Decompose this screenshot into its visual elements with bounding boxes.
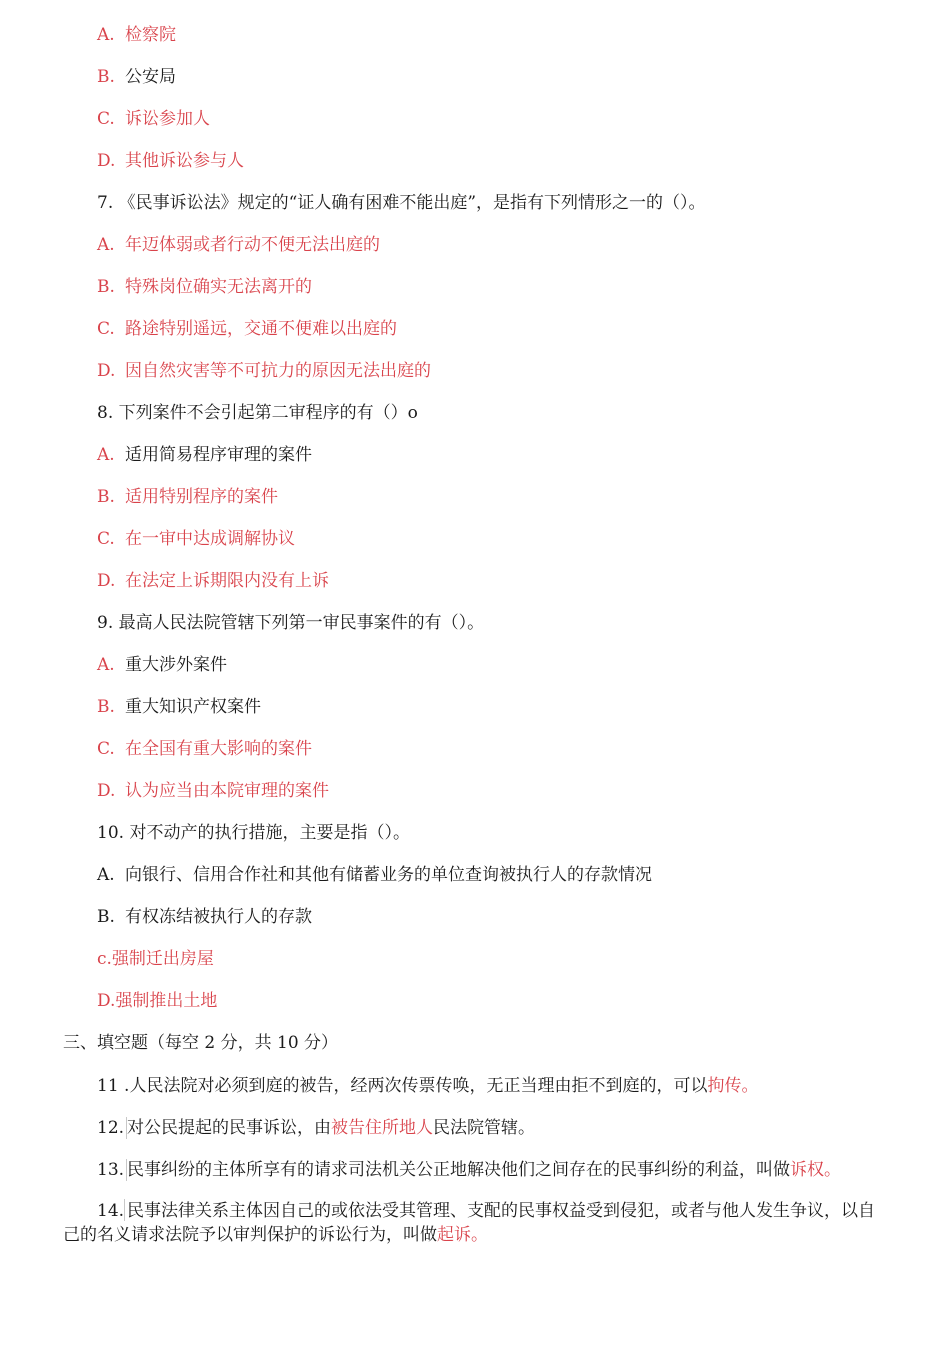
q8-option-a: A. 适用简易程序审理的案件 xyxy=(97,445,312,465)
q12-answer: 被告住所地人 xyxy=(331,1118,434,1138)
q7-option-b: B. 特殊岗位确实无法离开的 xyxy=(97,277,312,297)
text-cursor-marker xyxy=(124,1199,125,1221)
q7-option-a: A. 年迈体弱或者行动不便无法出庭的 xyxy=(97,235,380,255)
q10-stem: 10. 对不动产的执行措施，主要是指（）。 xyxy=(97,823,410,843)
q6-option-d: D. 其他诉讼参与人 xyxy=(97,151,244,171)
q8-option-d: D. 在法定上诉期限内没有上诉 xyxy=(97,571,329,591)
q11: 11 .人民法院对必须到庭的被告，经两次传票传唤，无正当理由拒不到庭的，可以拘传。 xyxy=(97,1076,759,1096)
q7-stem: 7. 《民事诉讼法》规定的“证人确有困难不能出庭”，是指有下列情形之一的（）。 xyxy=(97,193,706,213)
q9-option-b: B. 重大知识产权案件 xyxy=(97,697,261,717)
q9-option-a: A. 重大涉外案件 xyxy=(97,655,227,675)
q6-option-c: C. 诉讼参加人 xyxy=(97,109,210,129)
q11-answer: 拘传。 xyxy=(707,1076,759,1096)
q10-option-a: A. 向银行、信用合作社和其他有储蓄业务的单位查询被执行人的存款情况 xyxy=(97,865,652,885)
q10-option-b: B. 有权冻结被执行人的存款 xyxy=(97,907,312,927)
q9-option-c: C. 在全国有重大影响的案件 xyxy=(97,739,312,759)
q12: 12. 对公民提起的民事诉讼，由被告住所地人民法院管辖。 xyxy=(97,1118,536,1138)
q10-option-d: D.强制推出土地 xyxy=(97,991,218,1011)
q8-stem: 8. 下列案件不会引起第二审程序的有（）o xyxy=(97,403,418,423)
q13: 13. 民事纠纷的主体所享有的请求司法机关公正地解决他们之间存在的民事纠纷的利益，叫做诉权。 xyxy=(97,1160,842,1180)
q7-option-d: D. 因自然灾害等不可抗力的原因无法出庭的 xyxy=(97,361,431,381)
q10-option-c: c.强制迁出房屋 xyxy=(97,949,214,969)
q8-option-c: C. 在一审中达成调解协议 xyxy=(97,529,295,549)
q14: 14. 民事法律关系主体因自己的或依法受其管理、支配的民事权益受到侵犯，或者与他人发生争议，以自己的名义请求法院予以审判保护的诉讼行为，叫做起诉。 xyxy=(63,1201,876,1245)
section-title-fill-in: 三、填空题（每空 2 分，共 10 分） xyxy=(63,1033,339,1053)
q9-stem: 9. 最高人民法院管辖下列第一审民事案件的有（）。 xyxy=(97,613,485,633)
q14-answer: 起诉。 xyxy=(437,1225,488,1245)
q6-option-b: B. 公安局 xyxy=(97,67,176,87)
q13-answer: 诉权。 xyxy=(790,1160,842,1180)
q8-option-b: B. 适用特别程序的案件 xyxy=(97,487,278,507)
q9-option-d: D. 认为应当由本院审理的案件 xyxy=(97,781,329,801)
q6-option-a: A. 检察院 xyxy=(97,25,176,45)
q7-option-c: C. 路途特别遥远，交通不便难以出庭的 xyxy=(97,319,397,339)
